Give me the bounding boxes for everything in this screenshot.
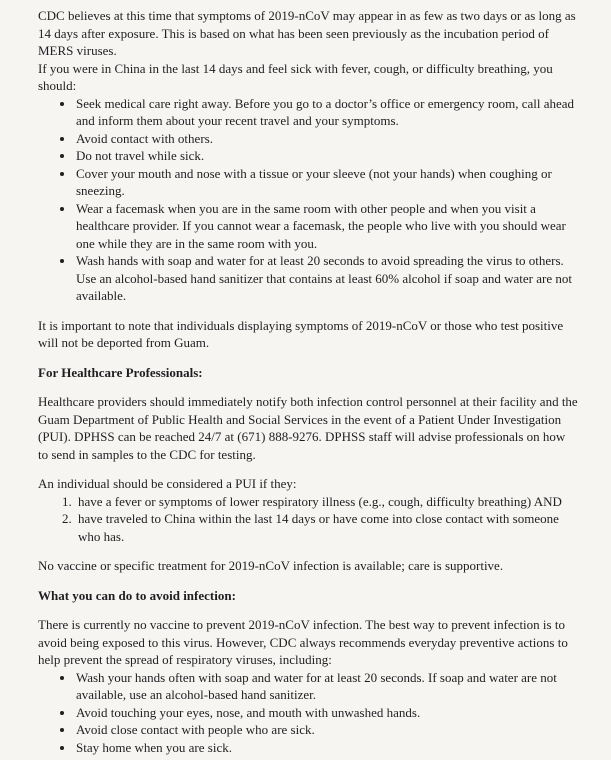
prevention-actions-list	[38, 669, 578, 757]
paragraph-incubation-period: CDC believes at this time that symptoms of 2019-nCoV may appear in as few as two days or as long as 14 days after exposure. This is based on what has been seen previously as the incubation period of MERS viruses.	[38, 8, 576, 58]
paragraph-pui-intro: An individual should be considered a PUI if they:	[38, 476, 297, 491]
paragraph-china-travel-advice: If you were in China in the last 14 days and feel sick with fever, cough, or difficulty breathing, you should:	[38, 60, 553, 93]
pui-criteria-list	[38, 493, 578, 546]
list-item-avoid-touching-face: • Avoid touching your eyes, nose, and mouth with unwashed hands.	[75, 704, 578, 722]
list-item-cover-mouth-nose: • Cover your mouth and nose with a tissue or your sleeve (not your hands) when coughing or sneezing.	[75, 165, 578, 200]
list-item-pui-travel-criterion: 2. have traveled to China within the last 14 days or have come into close contact with someone who has.	[75, 510, 578, 545]
paragraph-prevention-intro: There is currently no vaccine to prevent 2019-nCoV infection. The best way to prevent infection is to avoid being exposed to this virus. However, CDC always recommends everyday preventive actions to help prevent the spread of respiratory viruses, including:	[38, 617, 568, 667]
paragraph-no-vaccine-note: No vaccine or specific treatment for 2019-nCoV infection is available; care is supportive.	[38, 558, 504, 573]
paragraph-provider-notification: Healthcare providers should immediately notify both infection control personnel at their facility and the Guam Department of Public Health and Social Services in the event of a Patient Under Investigation (PUI). DPHSS can be reached 24/7 at (671) 888-9276. DPHSS staff will advise professionals on how to send in samples to the CDC for testing.	[38, 394, 578, 462]
list-item-seek-medical-care: • Seek medical care right away. Before you go to a doctor’s office or emergency room, call ahead and inform them about your recent travel and your symptoms.	[75, 95, 578, 130]
list-item-stay-home: • Stay home when you are sick.	[75, 739, 578, 757]
list-item-avoid-contact: • Avoid contact with others.	[75, 130, 578, 148]
list-item-pui-fever-criterion: 1. have a fever or symptoms of lower respiratory illness (e.g., cough, difficulty breathing) AND	[75, 493, 578, 511]
section-heading-healthcare-professionals: For Healthcare Professionals:	[38, 364, 203, 380]
list-item-wash-hands-often: • Wash your hands often with soap and water for at least 20 seconds. If soap and water are not available, use an alcohol-based hand sanitizer.	[75, 669, 578, 704]
section-heading-avoid-infection: What you can do to avoid infection:	[38, 587, 236, 603]
paragraph-deportation-note: It is important to note that individuals displaying symptoms of 2019-nCoV or those who test positive will not be deported from Guam.	[38, 317, 564, 350]
list-item-avoid-close-contact: • Avoid close contact with people who are sick.	[75, 721, 578, 739]
list-item-do-not-travel: • Do not travel while sick.	[75, 147, 578, 165]
symptom-advice-list	[38, 95, 578, 305]
list-item-wear-facemask: • Wear a facemask when you are in the same room with other people and when you visit a healthcare provider. If you cannot wear a facemask, the people who live with you should wear one while they are in the same room with you.	[75, 200, 578, 253]
list-item-wash-hands: • Wash hands with soap and water for at least 20 seconds to avoid spreading the virus to others. Use an alcohol-based hand sanitizer that contains at least 60% alcohol if soap and water are not available.	[75, 252, 578, 305]
